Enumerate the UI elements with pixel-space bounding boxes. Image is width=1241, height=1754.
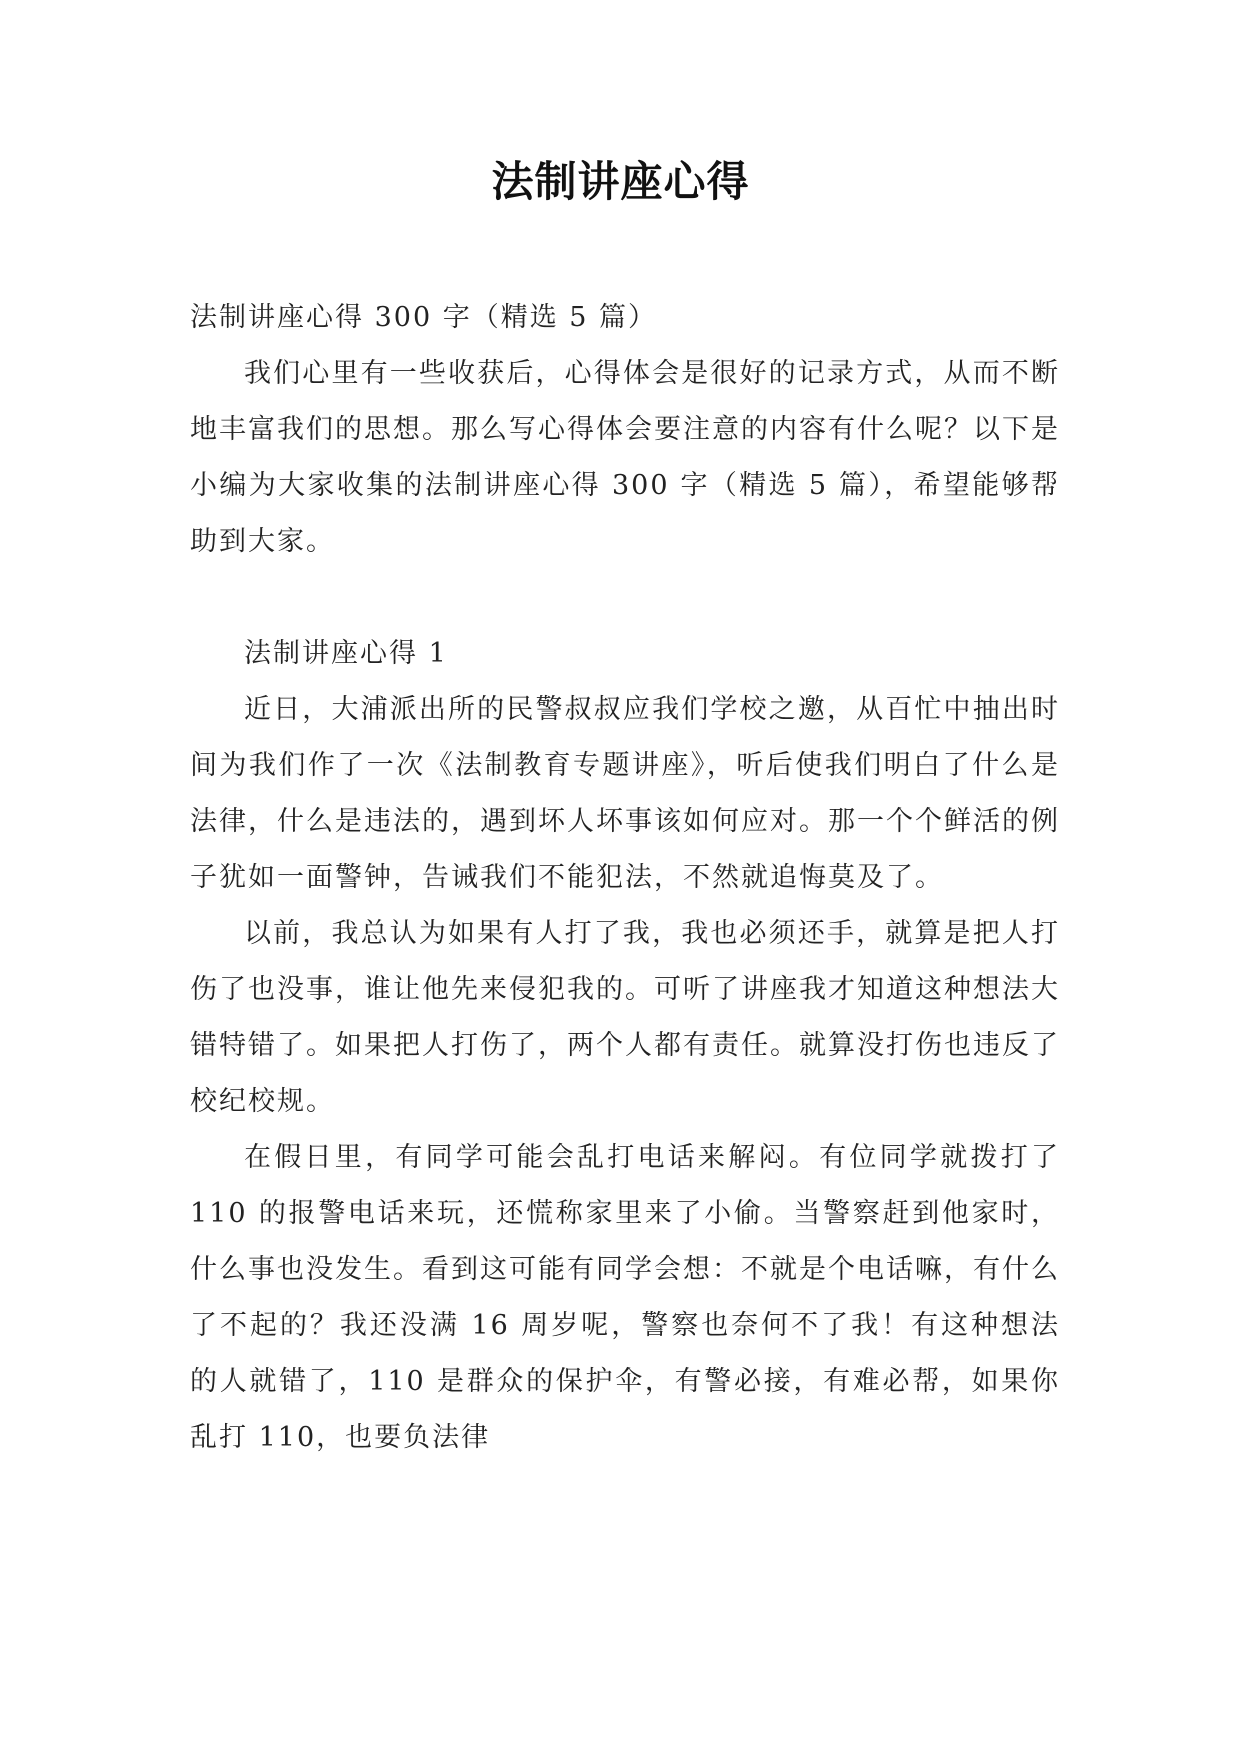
body-paragraph: 以前，我总认为如果有人打了我，我也必须还手，就算是把人打伤了也没事，谁让他先来侵犯我的。可听了讲座我才知道这种想法大错特错了。如果把人打伤了，两个人都有责任。就算没打伤也违反了校纪校规。 [190, 918, 1060, 1117]
document-subtitle: 法制讲座心得 300 字（精选 5 篇） [190, 302, 658, 333]
body-paragraph: 近日，大浦派出所的民警叔叔应我们学校之邀，从百忙中抽出时间为我们作了一次《法制教育专题讲座》，听后使我们明白了什么是法律，什么是违法的，遇到坏人坏事该如何应对。那一个个鲜活的例子犹如一面警钟，告诫我们不能犯法，不然就追悔莫及了。 [190, 694, 1060, 893]
document-body [190, 290, 1060, 1466]
document-title: 法制讲座心得 [491, 157, 750, 206]
body-paragraph: 在假日里，有同学可能会乱打电话来解闷。有位同学就拨打了 110 的报警电话来玩，还慌称家里来了小偷。当警察赶到他家时，什么事也没发生。看到这可能有同学会想：不就是个电话嘛，有什么了不起的？我还没满 16 周岁呢，警察也奈何不了我！有这种想法的人就错了，110 是群众的保护伞，有警必接，有难必帮，如果你乱打 110，也要负法律 [190, 1142, 1060, 1453]
section-title: 法制讲座心得 1 [244, 638, 448, 669]
intro-paragraph: 我们心里有一些收获后，心得体会是很好的记录方式，从而不断地丰富我们的思想。那么写心得体会要注意的内容有什么呢？以下是小编为大家收集的法制讲座心得 300 字（精选 5 篇），希望能够帮助到大家。 [190, 358, 1060, 557]
